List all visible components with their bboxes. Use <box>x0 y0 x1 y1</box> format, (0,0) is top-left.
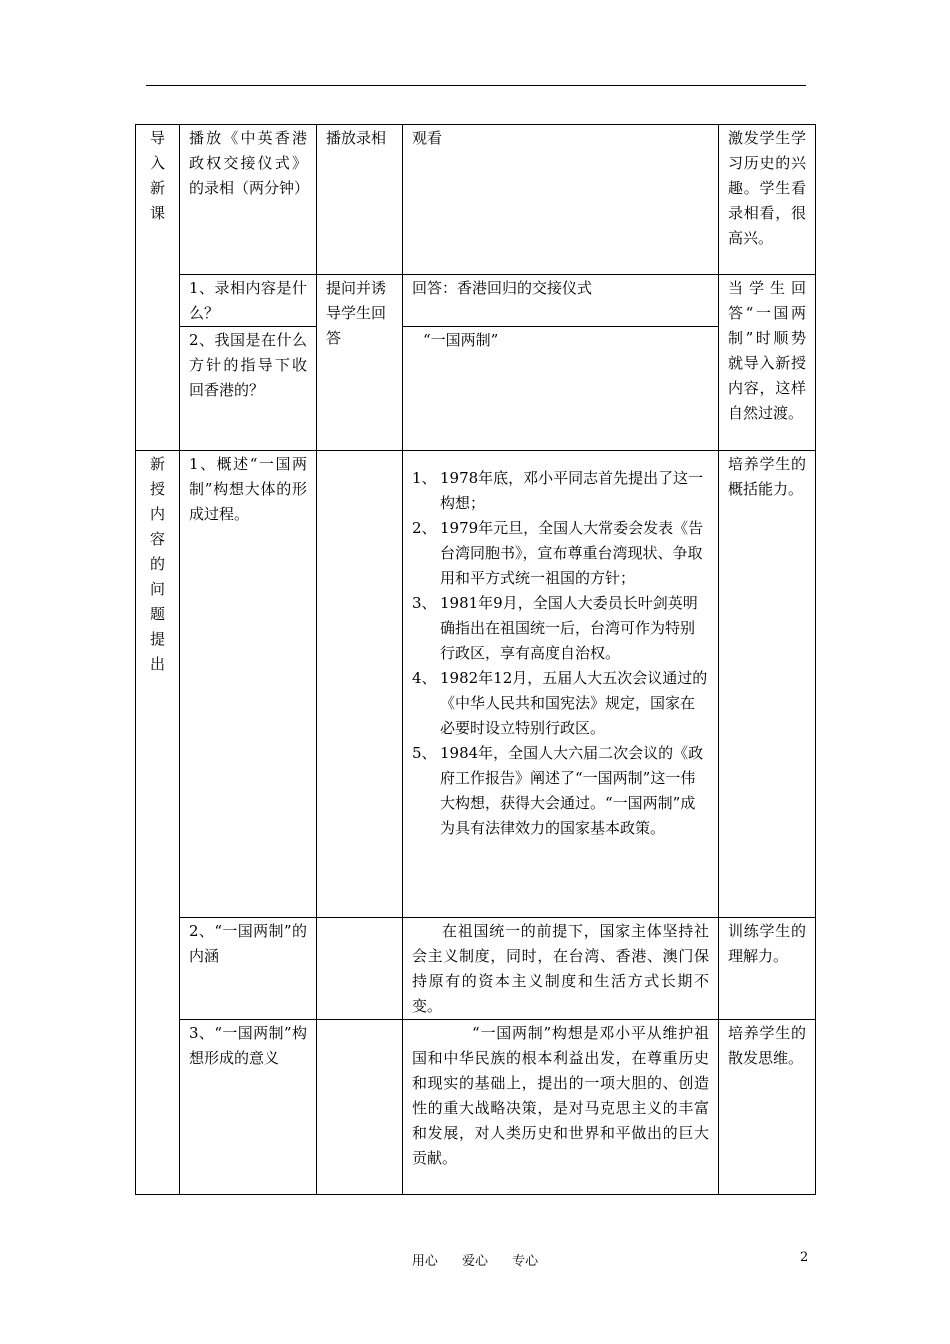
content-cell: 1、录相内容是什么？ <box>180 275 317 327</box>
table-row <box>136 918 816 1020</box>
student-cell: “一国两制”构想是邓小平从维护祖国和中华民族的根本利益出发，在尊重历史和现实的基础上，提出的一项大胆的、创造性的重大战略决策，是对马克思主义的丰富和发展，对人类历史和世界和平做出的巨大贡献。 <box>403 1020 719 1195</box>
table-row <box>136 275 816 327</box>
list-number: 2、 <box>412 519 437 537</box>
list-text: 1984年，全国人大六届二次会议的《政府工作报告》阐述了“一国两制”这一伟大构想，获得大会通过。“一国两制”成为具有法律效力的国家基本政策。 <box>440 744 704 837</box>
footer-motto-item: 用心 <box>411 1254 438 1269</box>
content-cell: 1、概述“一国两制”构想大体的形成过程。 <box>180 451 317 918</box>
list-number: 1、 <box>412 469 437 487</box>
content-cell: 2、我国是在什么方针的指导下收回香港的？ <box>180 327 317 451</box>
teacher-cell <box>317 451 403 918</box>
list-text: 1978年底，邓小平同志首先提出了这一构想； <box>440 469 704 512</box>
lesson-plan-table <box>135 124 816 1195</box>
list-text: 1982年12月，五届人大五次会议通过的《中华人民共和国宪法》规定，国家在必要时设立特别行政区。 <box>440 669 708 737</box>
stage-cell <box>136 125 180 451</box>
teacher-cell <box>317 918 403 1020</box>
table-row <box>136 327 816 451</box>
list-text: 1981年9月，全国人大委员长叶剑英明确指出在祖国统一后，台湾可作为特别行政区，享有高度自治权。 <box>440 594 698 662</box>
stage-cell <box>136 451 180 1195</box>
student-cell: “一国两制” <box>403 327 719 451</box>
student-cell: 观看 <box>403 125 719 275</box>
page-number: 2 <box>800 1250 809 1265</box>
list-text: 1979年元旦，全国人大常委会发表《告台湾同胞书》，宣布尊重台湾现状、争取用和平方式统一祖国的方针； <box>440 519 704 587</box>
content-cell: 播放《中英香港政权交接仪式》的录相（两分钟） <box>180 125 317 275</box>
list-item <box>412 741 709 841</box>
list-item <box>412 666 709 741</box>
table-row <box>136 125 816 275</box>
teacher-cell <box>317 1020 403 1195</box>
table-row <box>136 451 816 918</box>
student-cell <box>403 451 719 918</box>
list-number: 4、 <box>412 669 437 687</box>
purpose-cell: 当学生回答“一国两制”时顺势就导入新授内容，这样自然过渡。 <box>719 275 816 451</box>
header-rule <box>146 85 806 86</box>
table-row <box>136 1020 816 1195</box>
student-cell: 回答：香港回归的交接仪式 <box>403 275 719 327</box>
teacher-cell: 提问并诱导学生回答 <box>317 275 403 451</box>
footer-motto-item: 专心 <box>512 1254 539 1269</box>
purpose-cell: 培养学生的散发思维。 <box>719 1020 816 1195</box>
list-item <box>412 591 709 666</box>
list-number: 3、 <box>412 594 437 612</box>
purpose-cell: 训练学生的理解力。 <box>719 918 816 1020</box>
stage-label: 导入新课 <box>150 129 166 222</box>
content-cell: 3、“一国两制”构想形成的意义 <box>180 1020 317 1195</box>
events-list <box>412 466 709 841</box>
footer-motto-item: 爱心 <box>461 1254 488 1269</box>
teacher-cell: 播放录相 <box>317 125 403 275</box>
purpose-cell: 培养学生的概括能力。 <box>719 451 816 918</box>
student-cell: 在祖国统一的前提下，国家主体坚持社会主义制度，同时，在台湾、香港、澳门保持原有的资本主义制度和生活方式长期不变。 <box>403 918 719 1020</box>
content-cell: 2、“一国两制”的内涵 <box>180 918 317 1020</box>
purpose-cell: 激发学生学习历史的兴趣。学生看录相看，很高兴。 <box>719 125 816 275</box>
list-item <box>412 516 709 591</box>
stage-label: 新授内容的问题提出 <box>150 455 166 673</box>
list-item <box>412 466 709 516</box>
list-number: 5、 <box>412 744 437 762</box>
